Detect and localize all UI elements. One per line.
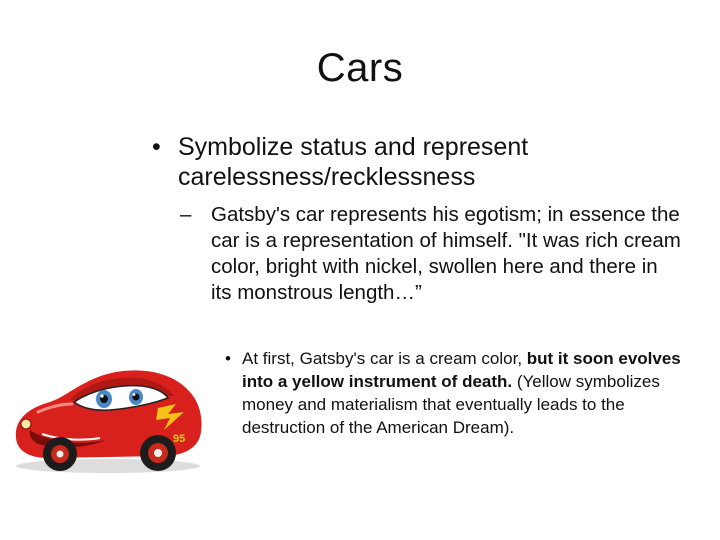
bullet-text-bold: but it soon evolves into a yellow instrument of death. (242, 349, 681, 391)
bullet-text-normal: (Yellow symbolizes money and materialism that eventually leads to the destruction of the American Dream). (242, 372, 660, 437)
dash-marker: – (180, 203, 192, 226)
bullet-level-1 (152, 132, 672, 192)
bullet-text-normal: At first, Gatsby's car is a cream color, (242, 349, 527, 368)
bullet-marker: • (225, 349, 231, 368)
svg-text:95: 95 (173, 433, 186, 445)
bullet-level-3 (222, 347, 692, 439)
bullet-text: Symbolize status and represent carelessness/recklessness (178, 133, 529, 191)
bullet-marker: • (152, 133, 161, 161)
bullet-text: Gatsby's car represents his egotism; in essence the car is a representation of himself. "It was rich cream color, bright with nickel, swollen here and there in its monstrous length…” (211, 203, 681, 304)
slide-title: Cars (316, 46, 404, 90)
cartoon-race-car-icon (8, 350, 208, 475)
bullet-level-2 (182, 202, 682, 306)
bullet-text (242, 347, 692, 439)
